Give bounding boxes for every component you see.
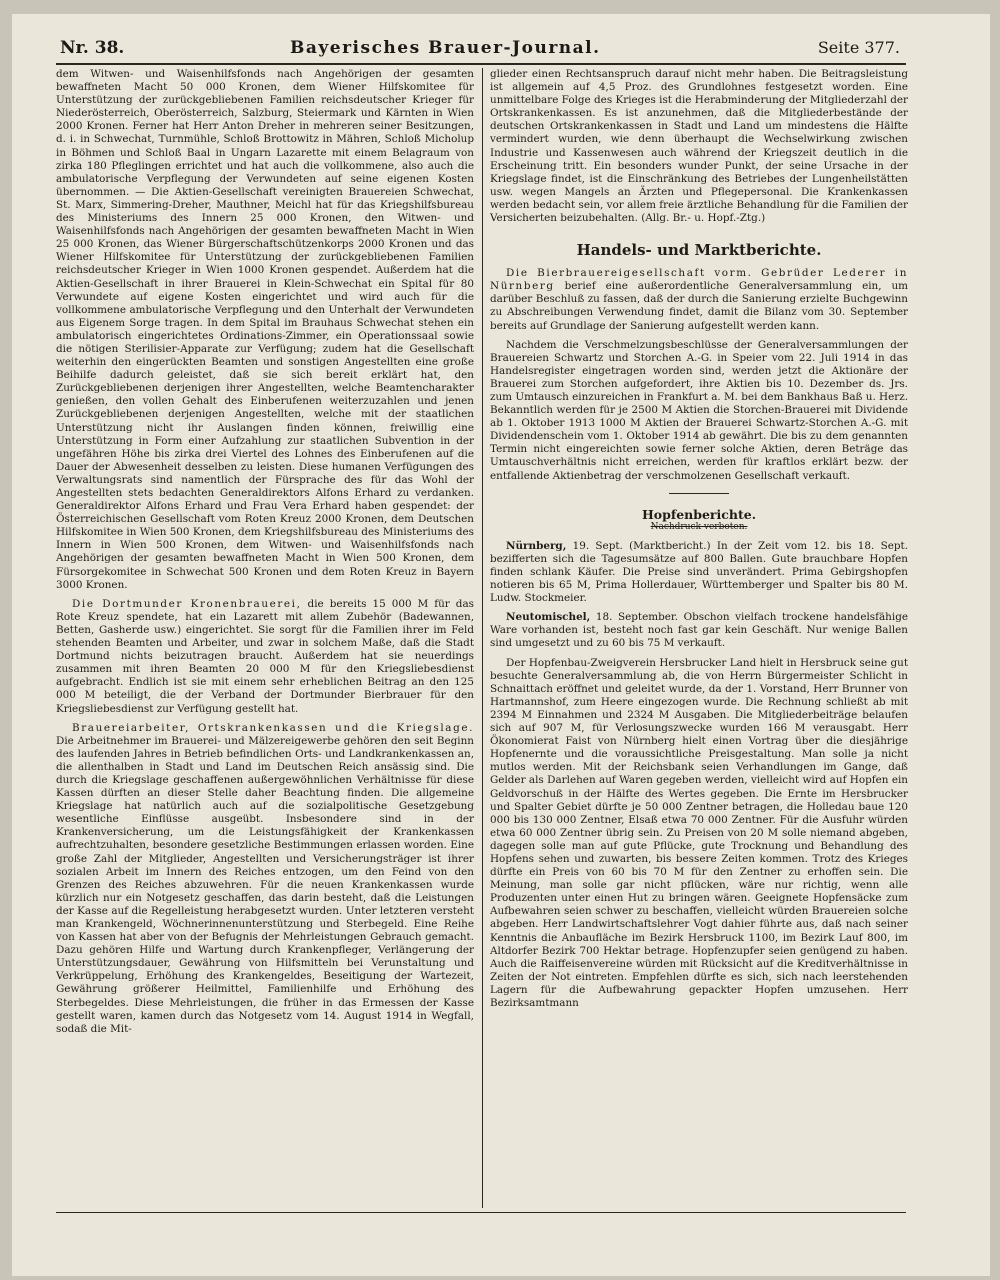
reprint-notice: Nachdruck verboten. <box>650 521 748 532</box>
right-paragraph <box>490 540 908 605</box>
right-paragraph <box>490 267 908 332</box>
footer-rule <box>56 1212 906 1213</box>
left-paragraph <box>56 722 474 1036</box>
paragraph-lead: Die Dortmunder Kronenbrauerei, <box>72 597 302 610</box>
paragraph-lead: Die Bierbrauereigesellschaft vorm. Gebrüder Lederer in Nürnberg <box>490 267 908 293</box>
page-number: Seite 377. <box>817 38 900 57</box>
paragraph-body: die bereits 15 000 M für das Rote Kreuz spendete, hat ein Lazarett mit allem Zubehör (Badewannen, Betten, Gasherde usw.) eingerichtet. Sie sorgt für die Familien ihrer im Feld stehenden Beamten und Arbeiter, und zwar in solchem Maße, daß die Stadt Dortmund nichts beizutragen braucht. Außerdem hat sie neuerdings zusammen mit ihren Beamten 20 000 M für den Kriegsliebesdienst aufgebracht. Endlich ist sie mit einem sehr erheblichen Beitrag an den 125 000 M beteiligt, die der Verband der Dortmunder Bierbrauer für den Kriegsliebesdienst zur Verfügung gestellt hat. <box>56 597 474 715</box>
left-paragraph: dem Witwen- und Waisenhilfsfonds nach Angehörigen der gesamten bewaffneten Macht 50 000 Kronen, dem Wiener Hilfskomitee für Unterstützung der zurückgebliebenen Familien reichsdeutscher Krieger für Niederösterreich, Oberösterreich, Salzburg, Steiermark und Kärnten in Wien 2000 Kronen. Ferner hat Herr Anton Dreher in mehreren seiner Besitzungen, d. i. in Schwechat, Turnmühle, Schloß Brottowitz in Mähren, Schloß Micholup in Böhmen und Schloß Baal in Ungarn Lazarette mit einem Belagraum von zirka 180 Pfleglingen errichtet und hat auch die vollkommene, also auch die ambulatorische Verpflegung der Verwundeten auf seine eigenen Kosten übernommen. — Die Aktien-Gesellschaft vereinigten Brauereien Schwechat, St. Marx, Simmering-Dreher, Mauthner, Meichl hat für das Kriegshilfsbureau des Ministeriums des Innern 25 000 Kronen, den Witwen- und Waisenhilfsfonds nach Angehörigen der gesamten bewaffneten Macht in Wien 25 000 Kronen, das Wiener Bürgerschaftschützenkorps 2000 Kronen und das Wiener Hilfskomitee für Unterstützung der zurückgebliebenen Familien reichsdeutscher Krieger in Wien 1000 Kronen gespendet. Außerdem hat die Aktien-Gesellschaft in ihrer Brauerei in Klein-Schwechat ein Spital für 80 Verwundete auf eigene Kosten eingerichtet und wird auch für die vollkommene ambulatorische Verpflegung und den Unterhalt der Verwundeten aus Eigenem Sorge tragen. In dem Spital im Brauhaus Schwechat stehen ein ambulatorisch eingerichtetes Ordinations-Zimmer, ein Operationssaal sowie die nötigen Sterilisier-Apparate zur Verfügung; zudem hat die Gesellschaft weiterhin den eingerückten Beamten und sonstigen Angestellten eine große Beihilfe dadurch geleistet, daß sie sich bereit erklärt hat, den Zurückgebliebenen derjenigen ihrer Angestellten, welche Beamtencharakter genießen, den vollen Gehalt des Einberufenen weiterzuzahlen und jenen Zurückgebliebenen derjenigen Angestellten, welche mit der staatlichen Unterstützung nicht ihr Auslangen finden können, freiwillig eine Unterstützung in Form einer Aufzahlung zur staatlichen Subvention in der ungefähren Höhe bis zirka drei Viertel des Lohnes des Einberufenen auf die Dauer der Abwesenheit desselben zu leisten. Diese humanen Verfügungen des Verwaltungsrats sind namentlich der Fürsprache des für das Wohl der Angestellten stets bedachten Generaldirektors Alfons Erhard zu verdanken. Generaldirektor Alfons Erhard und Frau Vera Erhard haben gespendet: der Österreichischen Gesellschaft vom Roten Kreuz 2000 Kronen, dem Deutschen Hilfskomitee in Wien 500 Kronen, dem Kriegshilfsbureau des Ministeriums des Innern in Wien 500 Kronen, dem Witwen- und Waisenhilfsfonds nach Angehörigen der gesamten bewaffneten Macht in Wien 500 Kronen, dem Fürsorgekomitee in Schwechat 500 Kronen und dem Roten Kreuz in Bayern 3000 Kronen. <box>56 68 474 591</box>
place-lead: Neutomischel, <box>506 611 591 624</box>
column-divider <box>482 68 483 1208</box>
place-lead: Nürnberg, <box>506 539 567 552</box>
section-heading: Handels- und Marktberichte. <box>576 241 822 260</box>
subsection-heading: Hopfenberichte. <box>641 506 757 522</box>
issue-number: Nr. 38. <box>60 38 125 58</box>
left-column <box>56 68 474 1208</box>
left-paragraph <box>56 598 474 716</box>
right-paragraph: Nachdem die Verschmelzungsbeschlüsse der Generalversammlungen der Brauereien Schwartz und Storchen A.-G. in Speier vom 22. Juli 1914 in das Handelsregister eingetragen worden sind, werden jetzt die Aktionäre der Brauerei zum Storchen aufgefordert, ihre Aktien bis 10. Dezember ds. Jrs. zum Umtausch einzureichen in Frankfurt a. M. bei dem Bankhaus Baß u. Herz. Bekanntlich werden für je 2500 M Aktien die Storchen-Brauerei mit Dividende ab 1. Oktober 1913 1000 M Aktien der Brauerei Schwartz-Storchen A.-G. mit Dividendenschein vom 1. Oktober 1914 ab gewährt. Die bis zu dem genannten Termin nicht eingereichten sowie ferner solche Aktien, deren Beträge das Umtauschverhältnis nicht erreichen, werden für kraftlos erklärt bezw. der entfallende Aktienbetrag der verschmolzenen Gesellschaft verkauft. <box>490 338 908 482</box>
paragraph-body: Die Arbeitnehmer im Brauerei- und Mälzereigewerbe gehören den seit Beginn des laufenden Jahres in Betrieb befindlichen Orts- und Landkrankenkassen an, die allenthalben in Stadt und Land im Deutschen Reich ansässig sind. Die durch die Kriegslage geschaffenen außergewöhnlichen Verhältnisse für diese Kassen dürften an dieser Stelle daher Beachtung finden. Die allgemeine Kriegslage hat natürlich auch auf die sozialpolitische Gesetzgebung wesentliche Einflüsse ausgeübt. Insbesondere sind in der Krankenversicherung, um die Leistungsfähigkeit der Krankenkassen aufrechtzuhalten, besondere gesetzliche Bestimmungen erlassen worden. Eine große Zahl der Mitglieder, Angestellten und Versicherungsträger ist ihrer sozialen Arbeit im Innern des Reiches entzogen, um den Feind von den Grenzen des Reiches abzuwehren. Für die neuen Krankenkassen wurde kürzlich nur ein Notgesetz geschaffen, das darin besteht, daß die Leistungen der Kasse auf die Regelleistung herabgesetzt wurden. Unter letzteren versteht man Krankengeld, Wöchnerinnenunterstützung und Sterbegeld. Eine Reihe von Kassen hat aber von der Befugnis der Mehrleistungen Gebrauch gemacht. Dazu gehören Hilfe und Wartung durch Krankenpfleger, Verlängerung der Unterstützungsdauer, Gewährung von Hilfsmitteln bei Verunstaltung und Verkrüppelung, Erhöhung des Krankengeldes, Beseitigung der Wartezeit, Gewährung größerer Heilmittel, Familienhilfe und Erhöhung des Sterbegeldes. Diese Mehrleistungen, die früher in das Ermessen der Kasse gestellt waren, kamen durch das Notgesetz vom 14. August 1914 in Wegfall, sodaß die Mit- <box>56 734 474 1035</box>
right-paragraph <box>490 611 908 650</box>
journal-title: Bayerisches Brauer-Journal. <box>290 38 601 58</box>
paragraph-body: 18. September. Obschon vielfach trockene handelsfähige Ware vorhanden ist, besteht noch fast gar kein Geschäft. Nur wenige Ballen sind umgesetzt und zu 60 bis 75 M verkauft. <box>490 611 908 650</box>
right-column <box>490 68 908 1208</box>
right-paragraph: Der Hopfenbau-Zweigverein Hersbrucker Land hielt in Hersbruck seine gut besuchte Generalversammlung ab, die von Herrn Bürgermeister Schlicht in Schnaittach eröffnet und geleitet wurde, da der 1. Vorstand, Herr Brunner von Hartmannshof, zum Heere eingezogen wurde. Die Rechnung schließt ab mit 2394 M Einnahmen und 2324 M Ausgaben. Die Mitgliederbeiträge belaufen sich auf 907 M, für Verlosungszwecke wurden 166 M verausgabt. Herr Ökonomierat Faist von Nürnberg hielt einen Vortrag über die diesjährige Hopfenernte und die voraussichtliche Preisgestaltung. Man solle ja nicht mutlos werden. Mit der Reichsbank seien Verhandlungen im Gange, daß Gelder als Darlehen auf Waren gegeben werden, vielleicht wird auf Hopfen ein Geldvorschuß in der Hälfte des Wertes gegeben. Die Ernte im Hersbrucker und Spalter Gebiet dürfte je 50 000 Zentner betragen, die Holledau baue 120 000 bis 130 000 Zentner, Elsaß etwa 70 000 Zentner. Für die Ausfuhr würden etwa 60 000 Zentner übrig sein. Zu Preisen von 20 M solle niemand abgeben, dagegen solle man auf gute Pflücke, gute Trocknung und Behandlung des Hopfens sehen und zuwarten, bis bessere Zeiten kommen. Trotz des Krieges dürfte ein Preis von 60 bis 70 M für den Zentner zu erhoffen sein. Die Meinung, man solle gar nicht pflücken, wäre nur richtig, wenn alle Produzenten unter einen Hut zu bringen wären. Geeignete Hopfensäcke zum Aufbewahren seien schwer zu beschaffen, vielleicht würden Brauereien solche abgeben. Herr Landwirtschaftslehrer Vogt dahier führte aus, daß nach seiner Kenntnis die Anbaufläche im Bezirk Hersbruck 1100, im Bezirk Lauf 800, im Altdorfer Bezirk 700 Hektar betrage. Hopfenzupfer seien genügend zu haben. Auch die Raiffeisenvereine würden mit Rücksicht auf die Kreditverhältnisse in Zeiten der Not eintreten. Empfehlen dürfte es sich, sich nach leerstehenden Lagern für die Aufbewahrung gepackter Hopfen umzusehen. Herr Bezirksamtmann <box>490 656 908 1009</box>
paragraph-body: 19. Sept. (Marktbericht.) In der Zeit vom 12. bis 18. Sept. bezifferten sich die Tagesumsätze auf 800 Ballen. Gute brauchbare Hopfen finden schlank Käufer. Die Preise sind unverändert. Prima Gebirgshopfen notieren bis 65 M, Prima Hollerdauer, Württemberger und Spalter bis 80 M. Ludw. Stockmeier. <box>490 539 908 605</box>
section-divider <box>669 493 729 494</box>
page-header <box>60 38 900 60</box>
paragraph-body: berief eine außerordentliche Generalversammlung ein, um darüber Beschluß zu fassen, daß der durch die Sanierung erzielte Buchgewinn zu Abschreibungen Verwendung findet, damit die Bilanz vom 30. September bereits auf Grundlage der Sanierung aufgestellt werden kann. <box>490 280 908 332</box>
right-paragraph: glieder einen Rechtsanspruch darauf nicht mehr haben. Die Beitragsleistung ist allgemein auf 4,5 Proz. des Grundlohnes festgesetzt worden. Eine unmittelbare Folge des Krieges ist die Herabminderung der Mitgliederzahl der Ortskrankenkassen. Es ist anzunehmen, daß die Mitgliederbestände der deutschen Ortskrankenkassen in Stadt und Land um mindestens die Hälfte vermindert wurden, wie denn überhaupt die Wechselwirkung zwischen Industrie und Kassenwesen auch während der Kriegszeit deutlich in die Erscheinung tritt. Ein besonders wunder Punkt, der seine Ursache in der Kriegslage findet, ist die Einschränkung des Betriebes der Lungenheilstätten usw. wegen Mangels an Ärzten und Pflegepersonal. Die Krankenkassen werden bedacht sein, vor allem freie ärztliche Behandlung für die Familien der Versicherten beizubehalten. (Allg. Br.- u. Hopf.-Ztg.) <box>490 68 908 225</box>
header-rule <box>56 63 906 65</box>
paragraph-lead: Brauereiarbeiter, Ortskrankenkassen und die Kriegslage. <box>72 721 474 734</box>
newspaper-page <box>12 14 990 1276</box>
